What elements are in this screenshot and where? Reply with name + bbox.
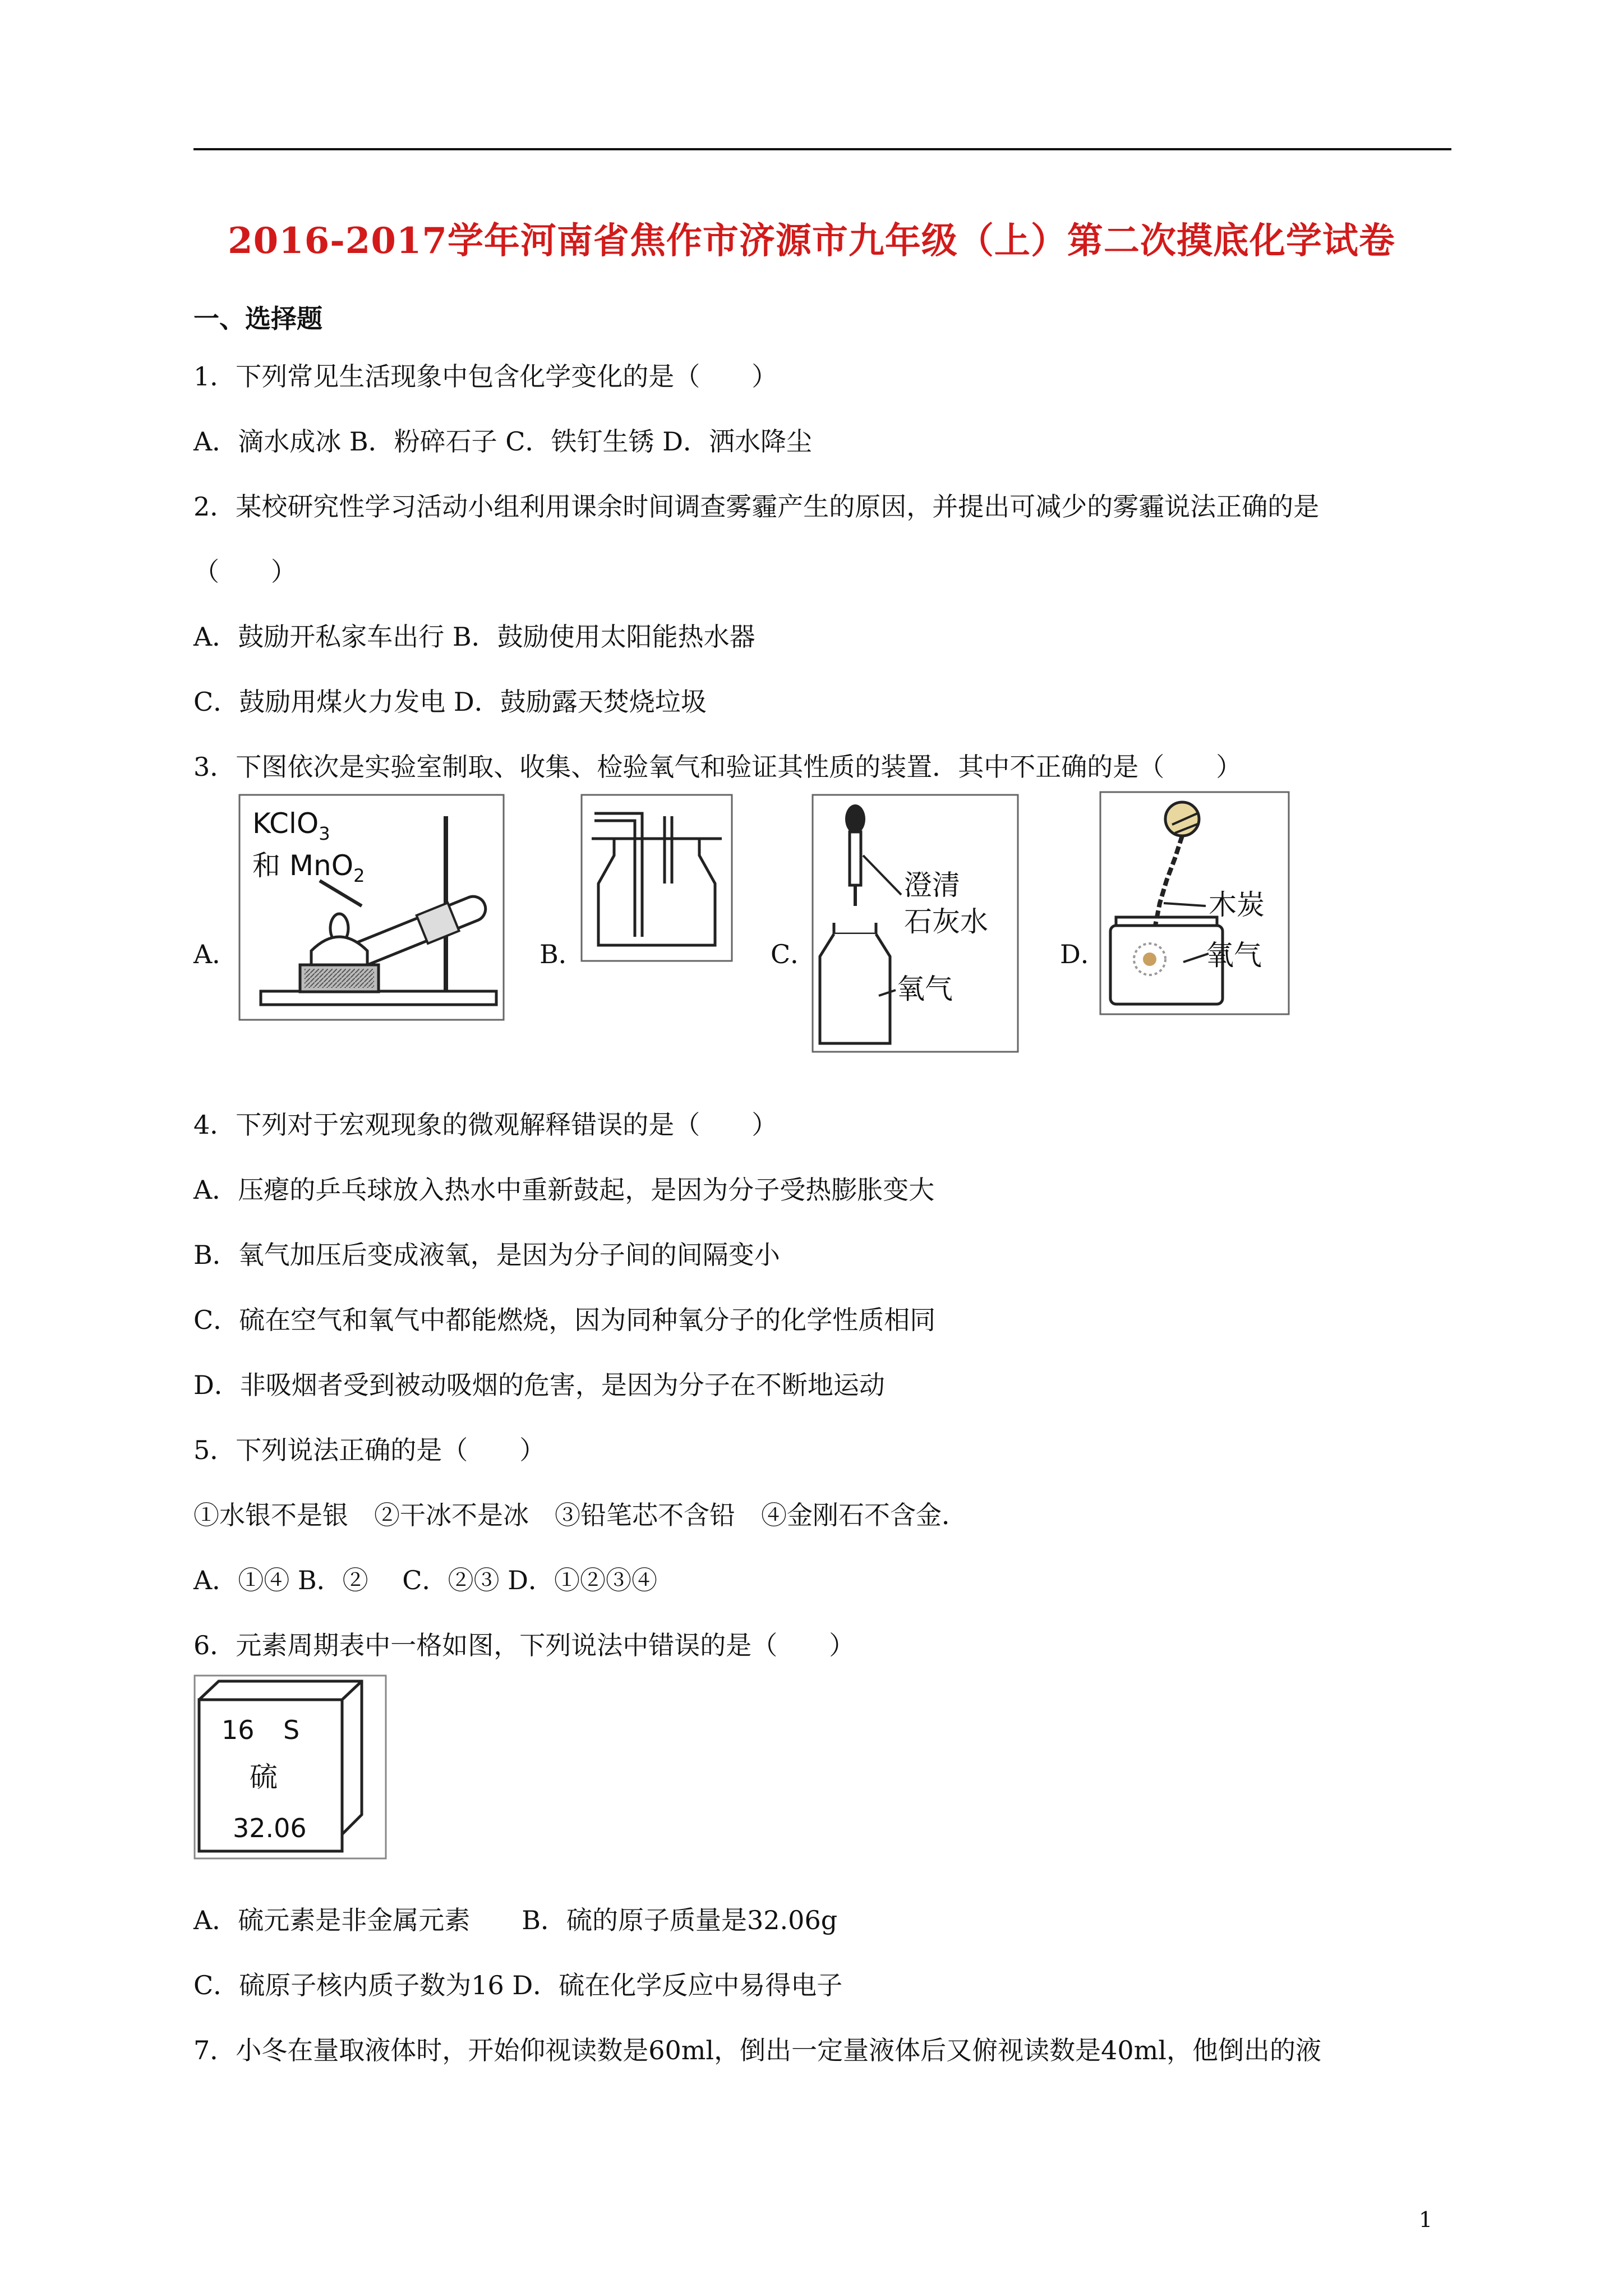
svg-text:16: 16	[222, 1715, 255, 1745]
header-rule	[193, 148, 1451, 150]
q3-option-c-label: C．	[771, 939, 817, 969]
figure-b-collection-bottle	[580, 794, 733, 962]
svg-text:氧气: 氧气	[1206, 939, 1262, 972]
question-1: 1．下列常见生活现象中包含化学变化的是（ ）	[193, 361, 778, 392]
q3-option-d-label: D．	[1060, 939, 1106, 969]
svg-text:木炭: 木炭	[1209, 889, 1265, 921]
svg-text:澄清: 澄清	[904, 869, 960, 901]
figure-c-limewater-test	[811, 794, 1019, 1053]
question-4-option-b: B．氧气加压后变成液氧，是因为分子间的间隔变小	[193, 1240, 780, 1270]
question-6-options-ab: A．硫元素是非金属元素 B．硫的原子质量是32.06g	[193, 1905, 838, 1935]
periodic-table-cell-sulfur	[193, 1674, 387, 1860]
question-1-options: A．滴水成冰 B．粉碎石子 C．铁钉生锈 D．洒水降尘	[193, 426, 812, 457]
svg-text:硫: 硫	[250, 1761, 278, 1793]
svg-text:KClO3: KClO$_3$	[252, 807, 330, 844]
question-4-option-a: A．压瘪的乒乓球放入热水中重新鼓起，是因为分子受热膨胀变大	[193, 1175, 935, 1205]
question-5-options: A．①④ B．② C．②③ D．①②③④	[193, 1565, 657, 1595]
question-6-options-cd: C．硫原子核内质子数为16 D．硫在化学反应中易得电子	[193, 1970, 843, 2000]
q3-option-b-label: B．	[540, 939, 584, 969]
svg-text:S: S	[283, 1715, 300, 1745]
question-5-statements: ①水银不是银 ②干冰不是冰 ③铅笔芯不含铅 ④金刚石不含金．	[193, 1500, 967, 1530]
svg-text:氧气: 氧气	[897, 973, 953, 1005]
question-2: 2．某校研究性学习活动小组利用课余时间调查雾霾产生的原因，并提出可减少的雾霾说法正确的是	[193, 491, 1320, 522]
question-5: 5．下列说法正确的是（ ）	[193, 1435, 546, 1465]
question-2-cont: （ ）	[193, 556, 297, 587]
question-7: 7．小冬在量取液体时，开始仰视读数是60ml，倒出一定量液体后又俯视读数是40ml，他倒出的液	[193, 2035, 1321, 2065]
question-4-option-c: C．硫在空气和氧气中都能燃烧，因为同种氧分子的化学性质相同	[193, 1305, 936, 1335]
svg-text:和 MnO2: 和 MnO$_2$	[252, 849, 365, 886]
figure-a-heating-apparatus	[238, 794, 505, 1021]
svg-text:石灰水: 石灰水	[904, 905, 988, 938]
svg-text:32.06: 32.06	[233, 1813, 307, 1843]
question-4: 4．下列对于宏观现象的微观解释错误的是（ ）	[193, 1110, 778, 1140]
section-heading: 一、选择题	[193, 303, 322, 334]
question-4-option-d: D．非吸烟者受到被动吸烟的危害，是因为分子在不断地运动	[193, 1370, 885, 1400]
figure-d-charcoal-combustion	[1099, 791, 1290, 1015]
question-6: 6．元素周期表中一格如图，下列说法中错误的是（ ）	[193, 1630, 855, 1660]
q3-option-a-label: A．	[193, 939, 238, 969]
question-3: 3．下图依次是实验室制取、收集、检验氧气和验证其性质的装置．其中不正确的是（ ）	[193, 752, 1242, 782]
question-2-options-ab: A．鼓励开私家车出行 B．鼓励使用太阳能热水器	[193, 622, 755, 652]
page-title: 2016-2017学年河南省焦作市济源市九年级（上）第二次摸底化学试卷	[228, 220, 1395, 262]
question-2-options-cd: C．鼓励用煤火力发电 D．鼓励露天焚烧垃圾	[193, 687, 707, 717]
page-number: 1	[1419, 2207, 1433, 2232]
